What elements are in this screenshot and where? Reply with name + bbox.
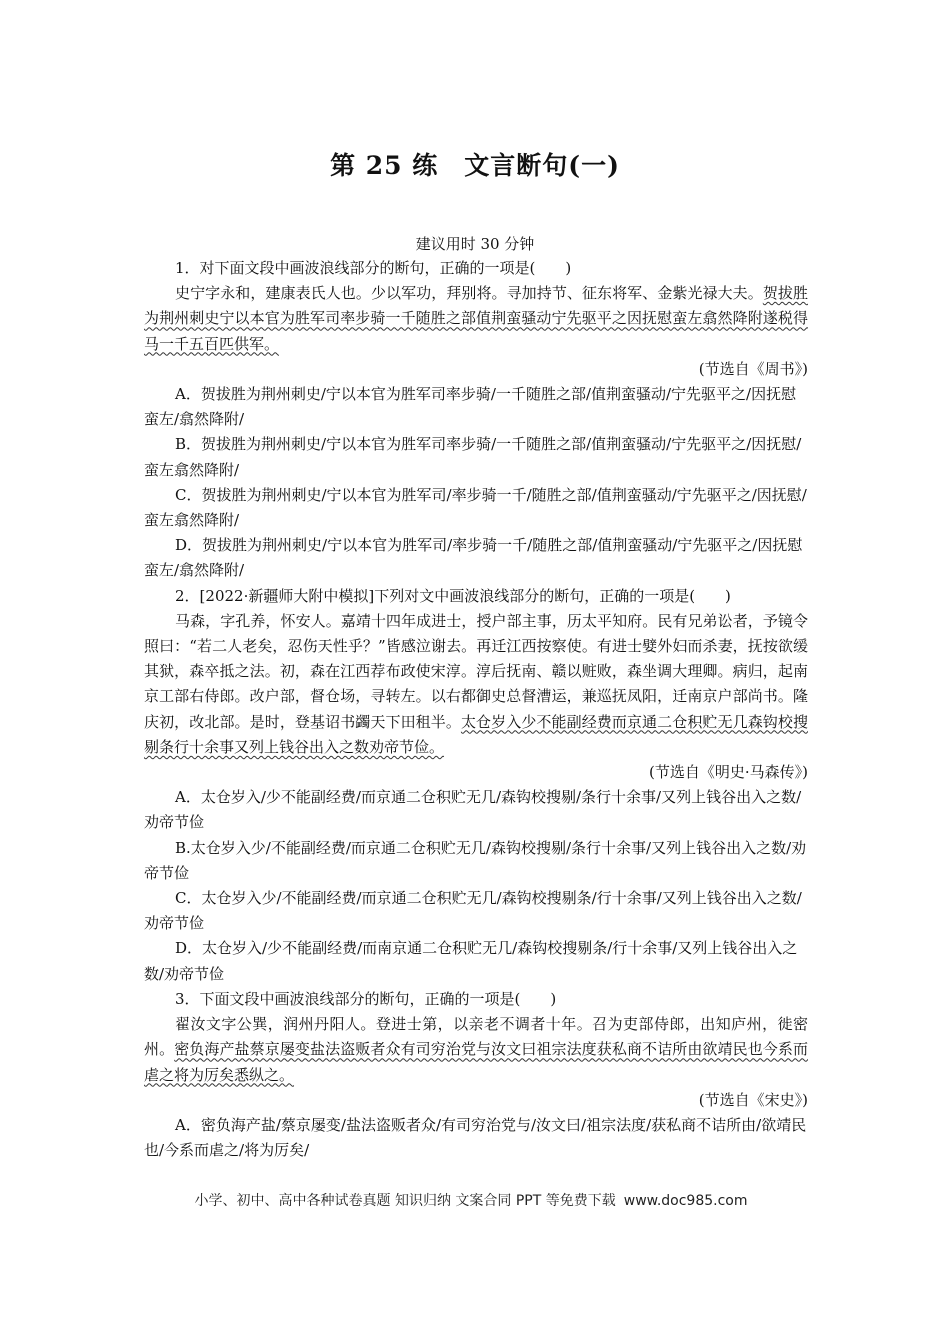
question-stem: 3．下面文段中画波浪线部分的断句，正确的一项是( )	[175, 989, 557, 1008]
passage-wavy-underlined: 密负海产盐蔡京屡变盐法盗贩者众有司穷治党与汝文曰祖宗法度获私商不诘所由欲靖民也今系而虐之将为厉矣悉纵之。	[144, 1040, 808, 1084]
passage-plain: 马森，字孔养，怀安人。嘉靖十四年成进士，授户部主事，历太平知府。民有兄弟讼者，予镜令照曰：“若二人老矣，忍伤天性乎？”皆感泣谢去。再迁江西按察使。有进士嬖外妇而杀妻，抚按欲缓其狱，森卒抵之法。初，森在江西荐布政使宋淳。淳后抚南、赣以赃败，森坐调大理卿。病归，起南京工部右侍郎。改户部，督仓场，寻转左。以右都御史总督漕运，兼巡抚凤阳，迁南京户部尚书。隆庆初，改北部。是时，登基诏书蠲天下田租半。	[144, 611, 808, 731]
passage-plain: 翟汝文字公巽，润州丹阳人。登进士第，以亲老不调者十年。召为吏部侍郎，出知庐州，徙密州。	[144, 1015, 808, 1059]
passage	[144, 281, 808, 357]
source-note: (节选自《宋史》)	[698, 1090, 808, 1109]
time-hint: 建议用时 30 分钟	[415, 235, 535, 253]
source-note: (节选自《周书》)	[698, 359, 808, 378]
passage	[144, 609, 808, 760]
question-3	[144, 987, 808, 1163]
question-list	[144, 256, 808, 1163]
option-a: A．密负海产盐/蔡京屡变/盐法盗贩者众/有司穷治党与/汝文曰/祖宗法度/获私商不诘所由/欲靖民也/今系而虐之/将为厉矣/	[144, 1115, 807, 1160]
page-title: 第 25 练 文言断句(一)	[330, 151, 620, 180]
question-2	[144, 584, 808, 987]
passage-plain: 史宁字永和，建康表氏人也。少以军功，拜别将。寻加持节、征东将军、金紫光禄大夫。	[175, 284, 763, 303]
option-b: B．贺拔胜为荆州刺史/宁以本官为胜军司率步骑/一千随胜之部/值荆蛮骚动/宁先驱平之/因抚慰/蛮左翕然降附/	[144, 435, 802, 479]
passage-wavy-underlined: 太仓岁入少不能副经费而京通二仓积贮无几森钩校搜剔条行十余事又列上钱谷出入之数劝帝节俭。	[144, 712, 808, 756]
source-note: (节选自《明史·马森传》)	[649, 763, 808, 782]
question-1	[144, 256, 808, 584]
option-b: B.太仓岁入少/不能副经费/而京通二仓积贮无几/森钩校搜剔/条行十余事/又列上钱谷出入之数/劝帝节俭	[144, 838, 807, 882]
page-footer	[0, 1190, 950, 1210]
question-stem: 1．对下面文段中画波浪线部分的断句，正确的一项是( )	[175, 259, 572, 277]
option-c: C．太仓岁入少/不能副经费/而京通二仓积贮无几/森钩校搜剔条/行十余事/又列上钱谷出入之数/劝帝节俭	[144, 889, 802, 933]
option-d: D．太仓岁入/少不能副经费/而南京通二仓积贮无几/森钩校搜剔条/行十余事/又列上钱谷出入之数/劝帝节俭	[144, 939, 798, 983]
passage	[144, 1012, 808, 1088]
option-a: A．贺拔胜为荆州刺史/宁以本官为胜军司率步骑/一千随胜之部/值荆蛮骚动/宁先驱平之/因抚慰蛮左/翕然降附/	[144, 385, 797, 429]
passage-wavy-underlined: 贺拔胜为荆州刺史宁以本官为胜军司率步骑一千随胜之部值荆蛮骚动宁先驱平之因抚慰蛮左翕然降附遂税得马一千五百匹供军。	[144, 284, 808, 353]
footer-text: 小学、初中、高中各种试卷真题 知识归纳 文案合同 PPT 等免费下载	[194, 1193, 616, 1209]
option-c: C．贺拔胜为荆州刺史/宁以本官为胜军司/率步骑一千/随胜之部/值荆蛮骚动/宁先驱平之/因抚慰/蛮左翕然降附/	[144, 485, 807, 530]
option-a: A．太仓岁入/少不能副经费/而京通二仓积贮无几/森钩校搜剔/条行十余事/又列上钱谷出入之数/劝帝节俭	[144, 788, 802, 832]
footer-url[interactable]: www.doc985.com	[623, 1193, 748, 1209]
question-stem: 2．[2022·新疆师大附中模拟]下列对文中画波浪线部分的断句，正确的一项是( )	[175, 586, 731, 605]
option-d: D．贺拔胜为荆州刺史/宁以本官为胜军司/率步骑一千/随胜之部/值荆蛮骚动/宁先驱平之/因抚慰蛮左/翕然降附/	[144, 536, 803, 580]
